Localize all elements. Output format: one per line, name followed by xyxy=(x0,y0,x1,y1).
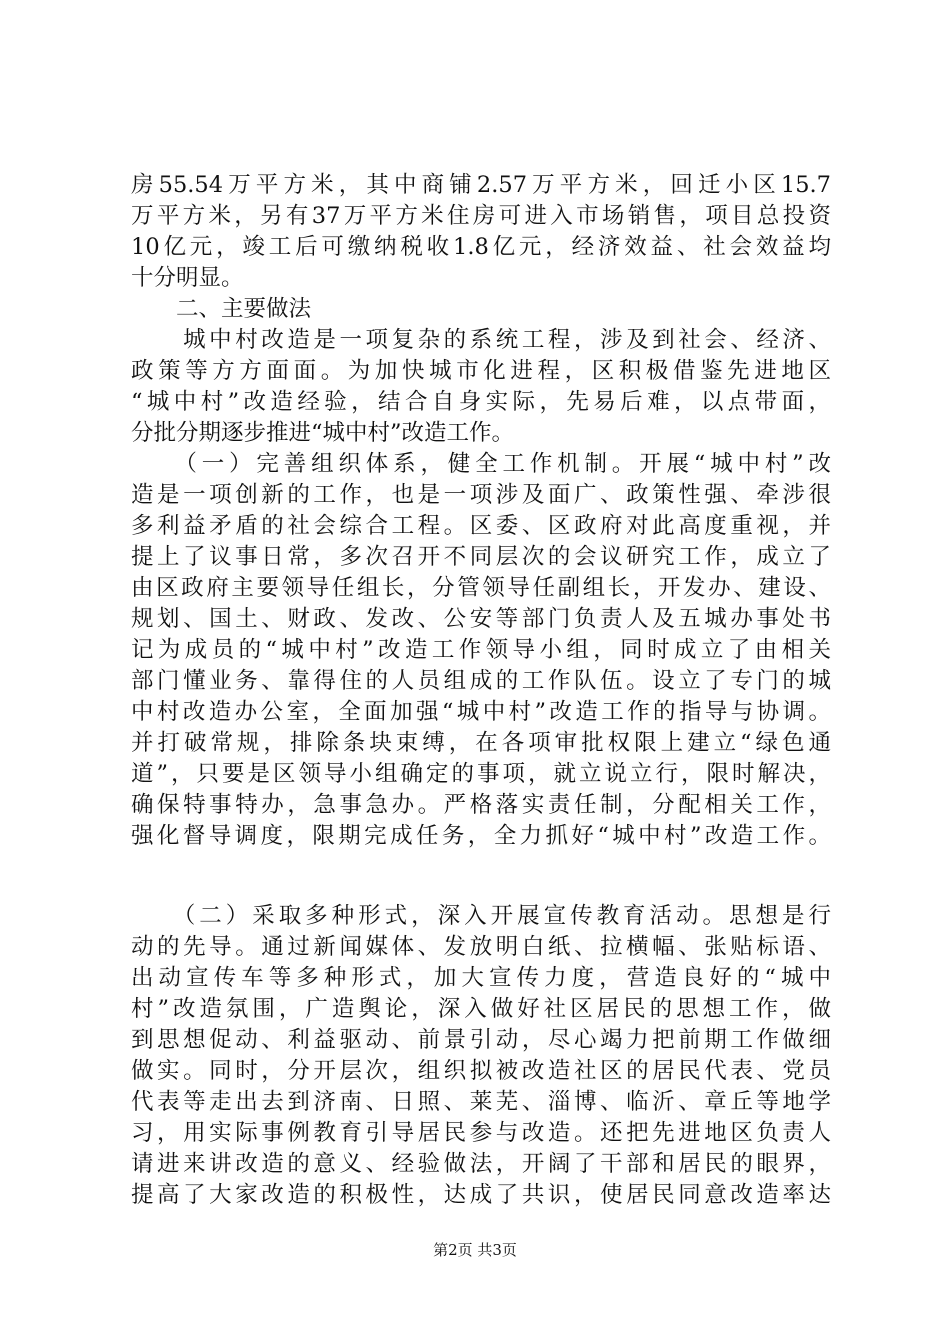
text-line: 万平方米，另有37万平方米住房可进入市场销售，项目总投资 xyxy=(131,203,831,229)
text-line: 政策等方方面面。为加快城市化进程，区积极借鉴先进地区 xyxy=(131,358,831,384)
text-line: 部门懂业务、靠得住的人员组成的工作队伍。设立了专门的城 xyxy=(131,668,831,694)
paragraph-section-1 xyxy=(131,449,831,852)
section-heading xyxy=(131,294,831,325)
paragraph-section-2 xyxy=(131,901,831,1211)
paragraph-intro xyxy=(131,325,831,449)
text-line: 10亿元，竣工后可缴纳税收1.8亿元，经济效益、社会效益均 xyxy=(131,234,831,260)
text-line: 由区政府主要领导任组长，分管领导任副组长，开发办、建设、 xyxy=(131,575,831,601)
text-line: 出动宣传车等多种形式，加大宣传力度，营造良好的“城中 xyxy=(131,965,831,991)
text-line: （一）完善组织体系，健全工作机制。开展“城中村”改 xyxy=(131,451,831,477)
text-line: 记为成员的“城中村”改造工作领导小组，同时成立了由相关 xyxy=(131,637,831,663)
text-line: 强化督导调度，限期完成任务，全力抓好“城中村”改造工作。 xyxy=(131,823,831,849)
text-line: 确保特事特办，急事急办。严格落实责任制，分配相关工作， xyxy=(131,792,831,818)
text-line: 房55.54万平方米，其中商铺2.57万平方米，回迁小区15.7 xyxy=(131,172,831,198)
text-line: 十分明显。 xyxy=(131,265,244,291)
text-line: 提高了大家改造的积极性，达成了共识，使居民同意改造率达 xyxy=(131,1182,831,1208)
text-line: 多利益矛盾的社会综合工程。区委、区政府对此高度重视，并 xyxy=(131,513,831,539)
paragraph-spacer xyxy=(131,852,831,901)
text-line: 习，用实际事例教育引导居民参与改造。还把先进地区负责人 xyxy=(131,1120,831,1146)
text-line: 动的先导。通过新闻媒体、发放明白纸、拉横幅、张贴标语、 xyxy=(131,934,831,960)
page-footer xyxy=(0,1240,950,1260)
text-line: 村”改造氛围，广造舆论，深入做好社区居民的思想工作，做 xyxy=(131,996,831,1022)
text-line: 城中村改造是一项复杂的系统工程，涉及到社会、经济、 xyxy=(131,327,831,353)
text-line: 提上了议事日常，多次召开不同层次的会议研究工作，成立了 xyxy=(131,544,831,570)
text-line: 并打破常规，排除条块束缚，在各项审批权限上建立“绿色通 xyxy=(131,730,831,756)
page-number: 第2页 共3页 xyxy=(433,1241,517,1259)
text-line: （二）采取多种形式，深入开展宣传教育活动。思想是行 xyxy=(131,903,831,929)
text-line: 分批分期逐步推进“城中村”改造工作。 xyxy=(131,420,515,446)
text-line: 规划、国土、财政、发改、公安等部门负责人及五城办事处书 xyxy=(131,606,831,632)
text-line: 中村改造办公室，全面加强“城中村”改造工作的指导与协调。 xyxy=(131,699,831,725)
text-line: 到思想促动、利益驱动、前景引动，尽心竭力把前期工作做细 xyxy=(131,1027,831,1053)
text-line: 造是一项创新的工作，也是一项涉及面广、政策性强、牵涉很 xyxy=(131,482,831,508)
text-line: 请进来讲改造的意义、经验做法，开阔了干部和居民的眼界， xyxy=(131,1151,831,1177)
text-line: “城中村”改造经验，结合自身实际，先易后难，以点带面， xyxy=(131,389,831,415)
heading-text: 二、主要做法 xyxy=(131,296,312,322)
text-line: 做实。同时，分开层次，组织拟被改造社区的居民代表、党员 xyxy=(131,1058,831,1084)
text-line: 代表等走出去到济南、日照、莱芜、淄博、临沂、章丘等地学 xyxy=(131,1089,831,1115)
paragraph-continued xyxy=(131,170,831,294)
body-text xyxy=(131,170,831,1211)
text-line: 道”，只要是区领导小组确定的事项，就立说立行，限时解决， xyxy=(131,761,831,787)
